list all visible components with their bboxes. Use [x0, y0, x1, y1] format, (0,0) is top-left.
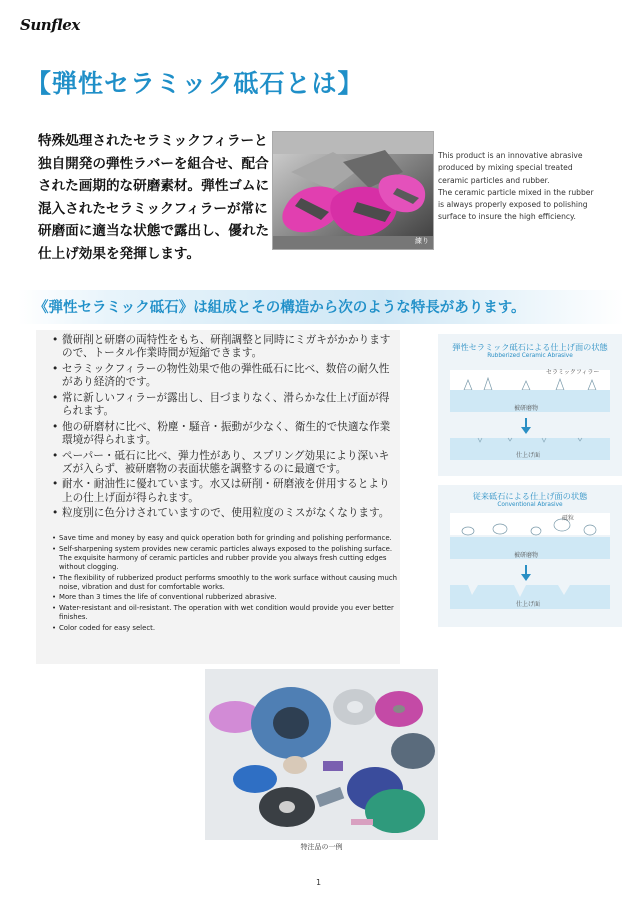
feature-en-item: • Water-resistant and oil-resistant. The operation with wet condition would provide you ever better finishes.	[52, 604, 397, 622]
features-jp-list	[52, 334, 397, 523]
diagram-conventional-workpiece-label: 被研磨物	[514, 552, 539, 559]
diagram-ceramic-workpiece-label: 被研磨物	[514, 405, 539, 412]
intro-jp-line: 仕上げ効果を発揮します。	[38, 245, 201, 262]
diagram-ceramic-title: 弾性セラミック砥石による仕上げ面の状態	[452, 342, 608, 352]
feature-en-item: • Color coded for easy select.	[52, 624, 397, 633]
diagram-conventional-finish-label: 仕上げ面	[516, 601, 541, 608]
feature-jp-item: • セラミックフィラーの物性効果で他の弾性砥石に比べ、数倍の耐久性があり経済的です。	[52, 363, 397, 390]
diagram-conventional-subtitle: Conventional Abrasive	[497, 502, 563, 508]
intro-jp-line: された画期的な研磨素材。弾性ゴムに	[38, 178, 270, 194]
intro-en-line: is always properly exposed to polishing	[438, 200, 588, 210]
diagram-ceramic	[438, 334, 622, 476]
feature-jp-item: • ペーパー・砥石に比べ、弾力性があり、スプリング効果により深いキズが入らず、被研磨物の表面状態を調整するのに最適です。	[52, 450, 397, 477]
diagram-conventional-title: 従来砥石による仕上げ面の状態	[472, 491, 588, 501]
intro-en-line: ceramic particles and rubber.	[438, 175, 550, 185]
feature-en-item: • Save time and money by easy and quick operation both for grinding and polishing performance.	[52, 534, 397, 543]
feature-jp-item: • 他の研磨材に比べ、粉塵・騒音・振動が少なく、衛生的で快適な作業環境が得られます。	[52, 421, 397, 448]
feature-en-item: • The flexibility of rubberized product performs smoothly to the work surface without causing much noise, vibration and dust for comfortable works.	[52, 574, 397, 592]
diagram-ceramic-subtitle: Rubberized Ceramic Abrasive	[487, 353, 573, 359]
intro-en-line: surface to insure the high efficiency.	[438, 212, 576, 222]
feature-en-item: • Self-sharpening system provides new ceramic particles always exposed to the polishing surface. The exquisite harmony of ceramic particles and rubber provide you always fresh cutting edges without clogging.	[52, 545, 397, 572]
diagram-conventional-grain-label: 砥粒	[562, 515, 575, 522]
diagram-ceramic-finish-label: 仕上げ面	[516, 452, 541, 459]
page-number: 1	[316, 878, 322, 887]
intro-jp-line: 独自開発の弾性ラバーを組合せ、配合	[38, 155, 269, 172]
feature-jp-item: • 粒度別に色分けされていますので、使用粒度のミスがなくなります。	[52, 507, 397, 520]
intro-en-line: This product is an innovative abrasive	[438, 151, 583, 160]
diagram-ceramic-filler-label: セラミックフィラー	[546, 369, 600, 376]
feature-en-item: • More than 3 times the life of conventional rubberized abrasive.	[52, 593, 397, 602]
diagram-conventional	[438, 485, 622, 627]
products-photo	[205, 669, 438, 840]
intro-jp-line: 研磨面に適当な状態で露出し、優れた	[38, 223, 270, 239]
brand-logo: Sunflex	[20, 16, 80, 34]
intro-en-line: The ceramic particle mixed in the rubber	[438, 187, 594, 197]
feature-jp-item: • 常に新しいフィラーが露出し、目づまりなく、滑らかな仕上げ面が得られます。	[52, 392, 397, 419]
intro-jp-line: 特殊処理されたセラミックフィラーと	[38, 133, 268, 149]
mixing-photo	[272, 131, 434, 250]
intro-en-line: produced by mixing special treated	[438, 163, 573, 173]
features-heading: 《弾性セラミック砥石》は組成とその構造から次のような特長があります。	[34, 300, 526, 316]
feature-jp-item: • 微研削と研磨の両特性をもち、研削調整と同時にミガキがかかりますので、トータル作業時間が短縮できます。	[52, 334, 397, 361]
intro-jp-line: 混入されたセラミックフィラーが常に	[38, 200, 268, 217]
mixing-photo-caption: 練り	[415, 237, 429, 245]
intro-english	[438, 150, 630, 224]
intro-japanese	[38, 130, 270, 265]
page-title: 【弾性セラミック砥石とは】	[26, 69, 364, 98]
products-photo-caption: 特注品の一例	[300, 843, 343, 851]
features-en-list	[52, 534, 397, 635]
feature-jp-item: • 耐水・耐油性に優れています。水又は研削・研磨液を併用するとより上の仕上げ面が得られます。	[52, 478, 397, 505]
